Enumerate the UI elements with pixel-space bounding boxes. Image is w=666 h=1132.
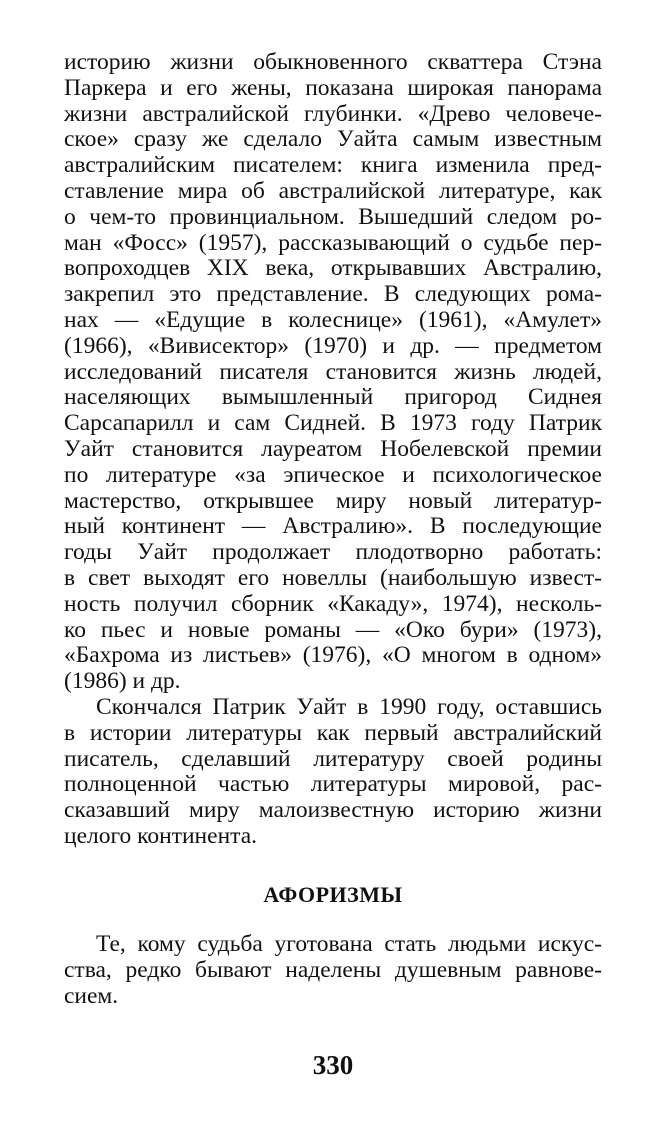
text-line: сием. [64,982,119,1009]
text-line: ское» сразу же сделало Уайта самым известным [64,126,602,153]
text-line: населяющих вымышленный пригород Сиднея [64,384,602,411]
text-line: Те, кому судьба уготована стать людьми искус- [96,931,602,957]
text-line: ставление мира об австралийской литературе, как [64,177,602,204]
book-page [64,49,602,1080]
text-line: историю жизни обыкновенного скваттера Стэна [64,49,602,75]
text-line: Уайт становится лауреатом Нобелевской премии [64,435,602,462]
text-line: (1966), «Вивисектор» (1970) и др. — предметом [64,332,602,359]
text-line: ность получил сборник «Какаду», 1974), несколь- [64,590,602,617]
text-line: мастерство, открывшее миру новый литератур- [64,487,602,514]
text-line: нах — «Едущие в колеснице» (1961), «Амулет» [64,306,602,333]
text-line: ко пьес и новые романы — «Око бури» (1973), [64,616,602,643]
text-line: о чем-то провинциальном. Вышедший следом ро- [64,203,602,230]
text-line: полноценной частью литературы мировой, рас- [64,771,602,798]
text-line: жизни австралийской глубинки. «Древо человече- [64,100,602,127]
text-line: австралийским писателем: книга изменила пред- [64,152,602,179]
text-line: (1986) и др. [64,668,181,695]
text-line: «Бахрома из листьев» (1976), «О многом в одном» [64,642,602,669]
text-line: Сарсапарилл и сам Сидней. В 1973 году Патрик [64,410,602,437]
text-line: закрепил это представление. В следующих рома- [64,281,602,308]
text-line: ман «Фосс» (1957), рассказывающий о судьбе пер- [64,229,602,256]
text-line: ный континент — Австралию». В последующие [64,513,602,540]
text-line: Паркера и его жены, показана широкая панорама [64,74,602,101]
text-line: писатель, сделавший литературу своей родины [64,745,602,772]
text-line: целого континента. [64,822,258,849]
text-line: вопроходцев XIX века, открывавших Австралию, [64,255,602,282]
aphorism [64,932,602,1009]
text-line: в истории литературы как первый австралийский [64,719,602,746]
text-line: годы Уайт продолжает плодотворно работать: [64,539,602,566]
paragraph-1 [64,50,602,695]
text-line: по литературе «за эпическое и психологическое [64,461,602,488]
text-line: ства, редко бывают наделены душевным равнове- [64,956,602,983]
paragraph-2 [64,695,602,850]
text-line: исследований писателя становится жизнь людей, [64,358,602,385]
page-number: 330 [312,1050,354,1080]
text-line: в свет выходят его новеллы (наибольшую извест- [64,564,602,591]
text-line: Скончался Патрик Уайт в 1990 году, оставшись [96,693,602,720]
section-heading: АФОРИЗМЫ [263,882,403,907]
text-line: сказавший миру малоизвестную историю жизни [64,797,602,824]
